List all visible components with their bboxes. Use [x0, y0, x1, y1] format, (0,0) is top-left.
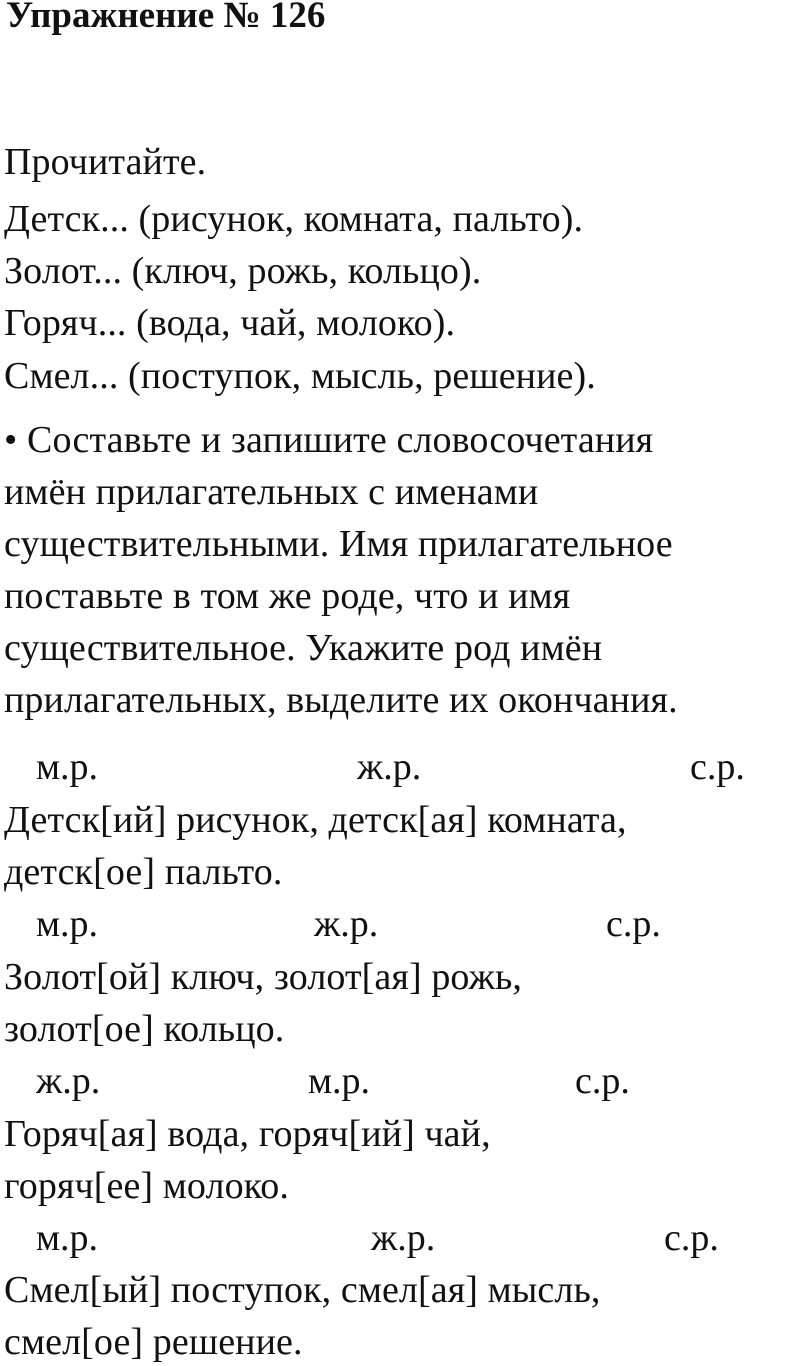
- task-line: имён прилагательных с именами: [4, 471, 539, 513]
- answer-line: Смел[ый] поступок, смел[ая] мысль,: [4, 1269, 601, 1311]
- gender-label: ж.р.: [357, 746, 422, 788]
- instruction-text: Прочитайте.: [4, 141, 207, 183]
- gender-label: м.р.: [308, 1060, 371, 1102]
- task-line: существительное. Укажите род имён: [4, 627, 603, 669]
- source-line: Детск... (рисунок, комната, пальто).: [4, 198, 584, 240]
- gender-label: м.р.: [36, 903, 99, 945]
- gender-labels-row: [0, 743, 800, 791]
- answer-line: Золот[ой] ключ, золот[ая] рожь,: [4, 956, 522, 998]
- gender-labels-row: [0, 1214, 800, 1262]
- task-line: поставьте в том же роде, что и имя: [4, 575, 571, 617]
- answer-line: смел[ое] решение.: [4, 1321, 303, 1363]
- answer-line: Детск[ий] рисунок, детск[ая] комната,: [4, 799, 627, 841]
- answer-line: детск[ое] пальто.: [4, 851, 283, 893]
- task-line: • Составьте и запишите словосочетания: [4, 419, 654, 461]
- exercise-title: Упражнение № 126: [6, 0, 326, 36]
- gender-label: ж.р.: [371, 1217, 436, 1259]
- gender-label: м.р.: [36, 746, 99, 788]
- gender-label: с.р.: [575, 1060, 630, 1102]
- source-line: Золот... (ключ, рожь, кольцо).: [4, 250, 482, 292]
- gender-labels-row: [0, 900, 800, 948]
- gender-label: ж.р.: [314, 903, 379, 945]
- task-line: существительными. Имя прилагательное: [4, 523, 673, 565]
- gender-labels-row: [0, 1057, 800, 1105]
- answer-line: горяч[ее] молоко.: [4, 1165, 290, 1207]
- gender-label: с.р.: [690, 746, 745, 788]
- task-line: прилагательных, выделите их окончания.: [4, 679, 678, 721]
- answer-line: золот[ое] кольцо.: [4, 1008, 285, 1050]
- gender-label: с.р.: [664, 1217, 719, 1259]
- gender-label: ж.р.: [36, 1060, 101, 1102]
- gender-label: с.р.: [606, 903, 661, 945]
- source-line: Смел... (поступок, мысль, решение).: [4, 355, 596, 397]
- source-line: Горяч... (вода, чай, молоко).: [4, 302, 456, 344]
- gender-label: м.р.: [36, 1217, 99, 1259]
- answer-line: Горяч[ая] вода, горяч[ий] чай,: [4, 1113, 491, 1155]
